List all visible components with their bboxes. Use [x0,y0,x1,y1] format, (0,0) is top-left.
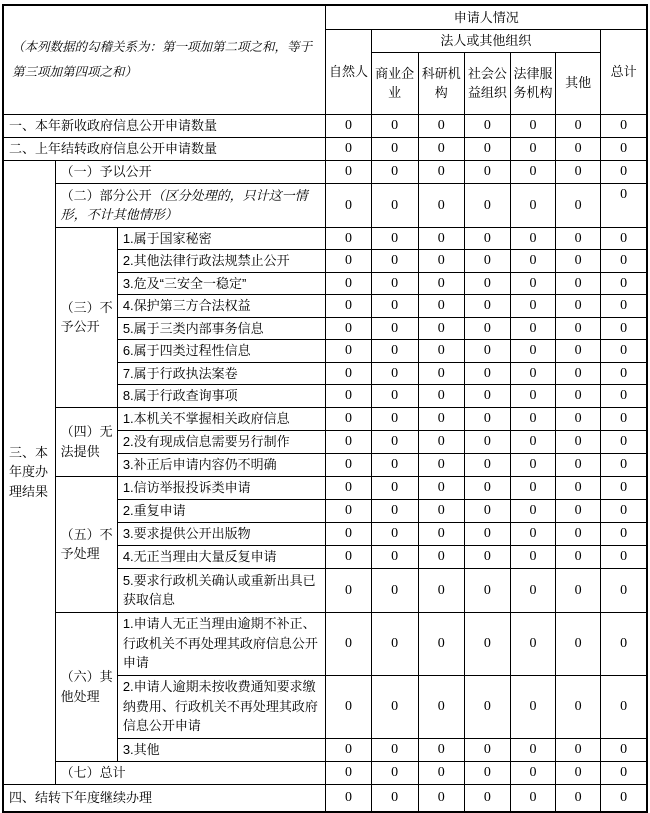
data-cell: 0 [418,250,464,273]
data-cell: 0 [556,407,601,430]
data-cell: 0 [510,114,555,137]
data-cell: 0 [371,227,418,250]
data-cell: 0 [326,227,371,250]
data-cell: 0 [371,738,418,761]
data-cell: 0 [510,675,555,738]
data-cell: 0 [371,114,418,137]
data-cell: 0 [556,522,601,545]
row-label: 7.属于行政执法案卷 [117,362,326,385]
table-row [3,5,647,29]
data-cell: 0 [510,430,555,453]
row-label: 4.保护第三方合法权益 [117,295,326,318]
data-cell: 0 [418,545,464,568]
natural-person-header: 自然人 [326,29,371,114]
data-cell: 0 [464,160,510,183]
data-cell: 0 [326,160,371,183]
data-cell: 0 [464,295,510,318]
data-cell: 0 [601,675,647,738]
data-cell: 0 [556,114,601,137]
legal-org-header: 法人或其他组织 [371,29,601,52]
data-cell: 0 [510,272,555,295]
data-cell: 0 [464,114,510,137]
data-cell: 0 [510,784,555,812]
data-cell: 0 [601,250,647,273]
data-cell: 0 [326,499,371,522]
data-cell: 0 [371,183,418,227]
data-cell: 0 [418,317,464,340]
row-label: 2.没有现成信息需要另行制作 [117,430,326,453]
table-row [3,160,647,183]
data-cell: 0 [371,761,418,784]
data-cell: 0 [418,761,464,784]
data-cell: 0 [371,522,418,545]
data-cell: 0 [556,430,601,453]
data-cell: 0 [418,385,464,408]
data-cell: 0 [371,675,418,738]
data-cell: 0 [464,430,510,453]
data-cell: 0 [326,114,371,137]
data-cell: 0 [371,317,418,340]
data-cell: 0 [464,612,510,675]
applicant-header: 申请人情况 [326,5,647,29]
row-label: 2.其他法律行政法规禁止公开 [117,250,326,273]
data-cell: 0 [510,499,555,522]
data-cell: 0 [556,385,601,408]
row-label: 6.属于四类过程性信息 [117,340,326,363]
disclosure-statistics-table [2,4,648,813]
data-cell: 0 [510,227,555,250]
data-cell: 0 [510,522,555,545]
section-label-year-results: 三、本年度办理结果 [3,160,55,784]
data-cell: 0 [326,407,371,430]
data-cell: 0 [464,340,510,363]
data-cell: 0 [601,340,647,363]
row-label: 3.要求提供公开出版物 [117,522,326,545]
data-cell: 0 [326,340,371,363]
data-cell: 0 [418,407,464,430]
data-cell: 0 [601,183,647,227]
data-cell: 0 [464,761,510,784]
data-cell: 0 [510,385,555,408]
data-cell: 0 [371,362,418,385]
table-row [3,137,647,160]
data-cell: 0 [418,160,464,183]
data-cell: 0 [601,272,647,295]
data-cell: 0 [556,183,601,227]
row-label [55,183,326,227]
data-cell: 0 [326,453,371,476]
row-label: 2.申请人逾期未按收费通知要求缴纳费用、行政机关不再处理其政府信息公开申请 [117,675,326,738]
group-label-not-disclosed: （三）不予公开 [55,227,117,407]
data-cell: 0 [601,160,647,183]
row-label: 5.属于三类内部事务信息 [117,317,326,340]
data-cell: 0 [371,137,418,160]
data-cell: 0 [556,453,601,476]
data-cell: 0 [418,612,464,675]
data-cell: 0 [556,362,601,385]
data-cell: 0 [601,499,647,522]
data-cell: 0 [464,183,510,227]
data-cell: 0 [464,317,510,340]
data-cell: 0 [601,227,647,250]
data-cell: 0 [510,453,555,476]
data-cell: 0 [510,362,555,385]
data-cell: 0 [556,227,601,250]
data-cell: 0 [601,453,647,476]
data-cell: 0 [464,522,510,545]
data-cell: 0 [418,430,464,453]
data-cell: 0 [556,738,601,761]
data-cell: 0 [371,476,418,499]
org-subtype-header: 商业企业 [371,52,418,114]
row-label-note: （区分处理的，只计这一情形，不计其他情形） [60,187,308,222]
data-cell: 0 [418,340,464,363]
row-label: 1.信访举报投诉类申请 [117,476,326,499]
data-cell: 0 [371,407,418,430]
row-label: 四、结转下年度继续办理 [3,784,326,812]
total-header: 总计 [601,29,647,114]
data-cell: 0 [556,295,601,318]
data-cell: 0 [556,250,601,273]
data-cell: 0 [601,295,647,318]
data-cell: 0 [556,675,601,738]
data-cell: 0 [326,183,371,227]
data-cell: 0 [556,612,601,675]
data-cell: 0 [418,784,464,812]
data-cell: 0 [464,499,510,522]
data-cell: 0 [326,568,371,612]
data-cell: 0 [371,453,418,476]
data-cell: 0 [326,272,371,295]
row-label: 1.属于国家秘密 [117,227,326,250]
data-cell: 0 [326,522,371,545]
data-cell: 0 [510,250,555,273]
data-cell: 0 [418,114,464,137]
row-label: 3.危及“三安全一稳定” [117,272,326,295]
data-cell: 0 [510,317,555,340]
row-label: （七）总计 [55,761,326,784]
data-cell: 0 [326,545,371,568]
header-note: （本列数据的勾稽关系为：第一项加第二项之和，等于第三项加第四项之和） [3,5,326,114]
data-cell: 0 [371,250,418,273]
data-cell: 0 [510,295,555,318]
data-cell: 0 [556,317,601,340]
data-cell: 0 [326,784,371,812]
table-row [3,227,647,250]
data-cell: 0 [326,612,371,675]
data-cell: 0 [371,499,418,522]
data-cell: 0 [326,675,371,738]
data-cell: 0 [601,317,647,340]
data-cell: 0 [464,272,510,295]
data-cell: 0 [601,114,647,137]
org-subtype-header: 法律服务机构 [510,52,555,114]
data-cell: 0 [371,295,418,318]
data-cell: 0 [418,295,464,318]
data-cell: 0 [556,784,601,812]
data-cell: 0 [601,738,647,761]
table-row [3,761,647,784]
data-cell: 0 [556,568,601,612]
data-cell: 0 [326,430,371,453]
data-cell: 0 [510,612,555,675]
data-cell: 0 [510,407,555,430]
row-label: 1.本机关不掌握相关政府信息 [117,407,326,430]
table-row [3,784,647,812]
row-label: 8.属于行政查询事项 [117,385,326,408]
row-label: 二、上年结转政府信息公开申请数量 [3,137,326,160]
group-label-other-handling: （六）其他处理 [55,612,117,761]
data-cell: 0 [464,385,510,408]
data-cell: 0 [556,272,601,295]
data-cell: 0 [464,407,510,430]
data-cell: 0 [326,385,371,408]
data-cell: 0 [601,430,647,453]
data-cell: 0 [464,568,510,612]
row-label: 3.补正后申请内容仍不明确 [117,453,326,476]
data-cell: 0 [418,227,464,250]
data-cell: 0 [326,295,371,318]
data-cell: 0 [464,453,510,476]
data-cell: 0 [418,522,464,545]
org-subtype-header: 科研机构 [418,52,464,114]
data-cell: 0 [464,227,510,250]
row-label: 一、本年新收政府信息公开申请数量 [3,114,326,137]
data-cell: 0 [418,183,464,227]
data-cell: 0 [556,160,601,183]
data-cell: 0 [556,340,601,363]
data-cell: 0 [510,545,555,568]
org-subtype-header: 其他 [556,52,601,114]
data-cell: 0 [556,499,601,522]
data-cell: 0 [418,362,464,385]
data-cell: 0 [371,612,418,675]
row-label: 3.其他 [117,738,326,761]
row-label: 2.重复申请 [117,499,326,522]
data-cell: 0 [371,272,418,295]
data-cell: 0 [556,476,601,499]
org-subtype-header: 社会公益组织 [464,52,510,114]
data-cell: 0 [371,160,418,183]
data-cell: 0 [464,362,510,385]
data-cell: 0 [371,385,418,408]
data-cell: 0 [418,453,464,476]
data-cell: 0 [510,183,555,227]
data-cell: 0 [510,160,555,183]
data-cell: 0 [464,545,510,568]
data-cell: 0 [371,430,418,453]
data-cell: 0 [601,362,647,385]
data-cell: 0 [418,675,464,738]
data-cell: 0 [556,761,601,784]
data-cell: 0 [326,137,371,160]
data-cell: 0 [601,761,647,784]
data-cell: 0 [418,499,464,522]
data-cell: 0 [371,784,418,812]
table-row [3,407,647,430]
data-cell: 0 [326,476,371,499]
group-label-unable-provide: （四）无法提供 [55,407,117,476]
row-label: （一）予以公开 [55,160,326,183]
data-cell: 0 [326,362,371,385]
data-cell: 0 [601,476,647,499]
data-cell: 0 [464,476,510,499]
table-row [3,476,647,499]
data-cell: 0 [418,272,464,295]
data-cell: 0 [371,545,418,568]
data-cell: 0 [510,340,555,363]
data-cell: 0 [418,738,464,761]
data-cell: 0 [601,784,647,812]
data-cell: 0 [601,568,647,612]
data-cell: 0 [601,385,647,408]
data-cell: 0 [601,545,647,568]
data-cell: 0 [464,784,510,812]
data-cell: 0 [601,612,647,675]
data-cell: 0 [464,137,510,160]
data-cell: 0 [418,476,464,499]
row-label-text: （二）部分公开 [60,187,152,203]
data-cell: 0 [371,568,418,612]
table-row [3,183,647,227]
data-cell: 0 [601,407,647,430]
data-cell: 0 [510,761,555,784]
row-label: 4.无正当理由大量反复申请 [117,545,326,568]
row-label: 1.申请人无正当理由逾期不补正、行政机关不再处理其政府信息公开申请 [117,612,326,675]
data-cell: 0 [510,137,555,160]
data-cell: 0 [510,568,555,612]
data-cell: 0 [464,250,510,273]
data-cell: 0 [556,137,601,160]
data-cell: 0 [556,545,601,568]
table-row [3,114,647,137]
data-cell: 0 [510,738,555,761]
data-cell: 0 [326,738,371,761]
data-cell: 0 [418,137,464,160]
data-cell: 0 [601,522,647,545]
data-cell: 0 [326,761,371,784]
data-cell: 0 [326,250,371,273]
data-cell: 0 [418,568,464,612]
data-cell: 0 [510,476,555,499]
data-cell: 0 [601,137,647,160]
group-label-not-processed: （五）不予处理 [55,476,117,612]
data-cell: 0 [326,317,371,340]
data-cell: 0 [464,738,510,761]
data-cell: 0 [464,675,510,738]
table-row [3,612,647,675]
data-cell: 0 [371,340,418,363]
row-label: 5.要求行政机关确认或重新出具已获取信息 [117,568,326,612]
